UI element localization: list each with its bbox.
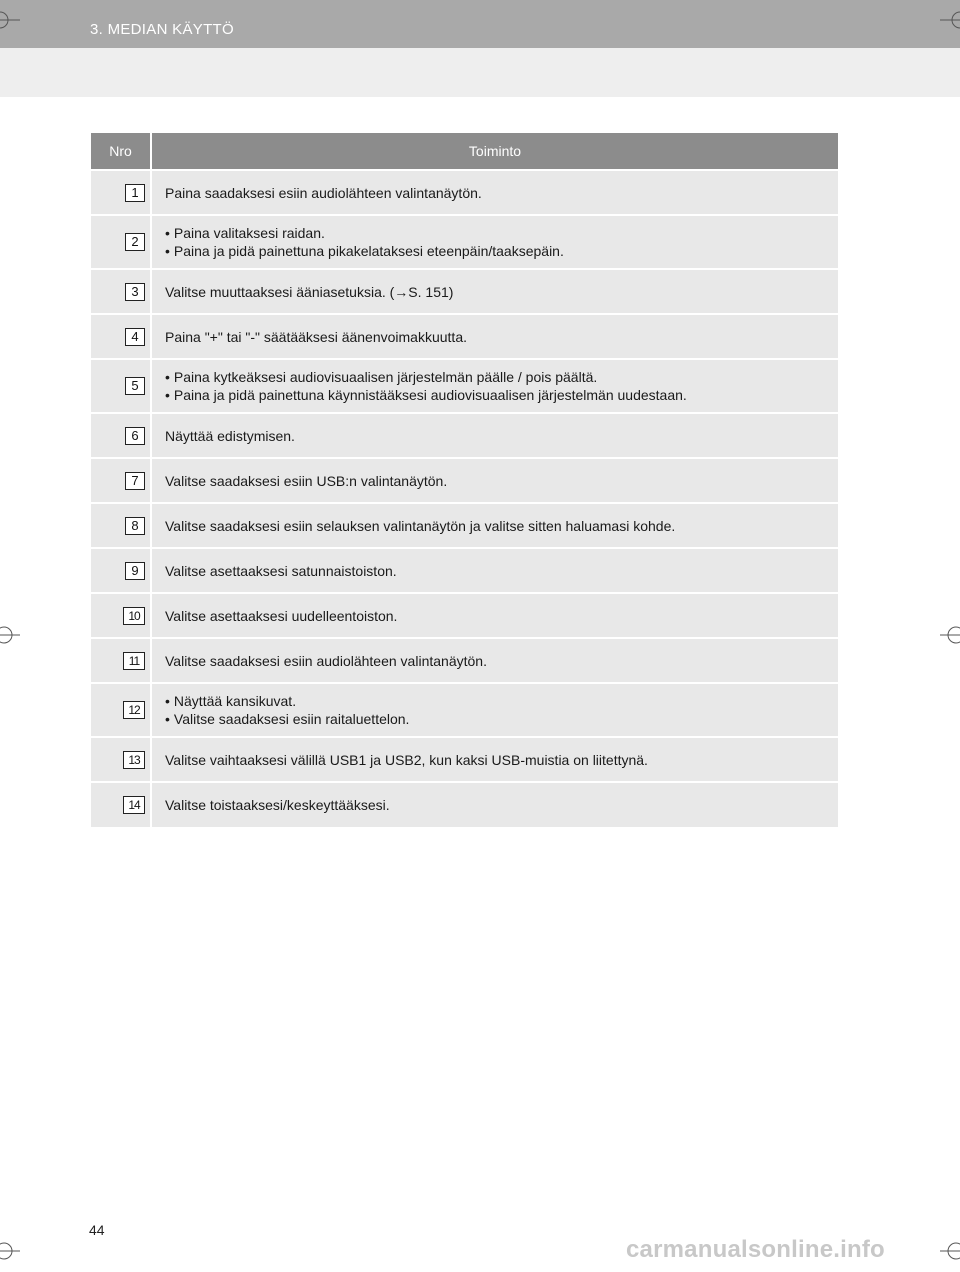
bullet-item: • Paina ja pidä painettuna käynnistääksesi audiovisuaalisen järjestelmän uudestaan. bbox=[165, 386, 838, 404]
row-function-cell bbox=[151, 269, 838, 314]
function-description: Valitse saadaksesi esiin selauksen valintanäytön ja valitse sitten haluamasi kohde. bbox=[165, 517, 676, 534]
table-row bbox=[91, 503, 838, 548]
bullet-item: • Paina ja pidä painettuna pikakelataksesi eteenpäin/taaksepäin. bbox=[165, 242, 838, 260]
function-description: Valitse saadaksesi esiin USB:n valintanäytön. bbox=[165, 472, 448, 489]
table-row bbox=[91, 593, 838, 638]
bullet-list bbox=[165, 692, 838, 728]
bullet-item: • Näyttää kansikuvat. bbox=[165, 692, 838, 710]
row-function-cell bbox=[151, 737, 838, 782]
item-number-badge: 13 bbox=[123, 751, 145, 769]
crop-mark-mid-right bbox=[938, 624, 960, 646]
item-number-badge: 2 bbox=[125, 233, 145, 251]
bullet-item: • Paina valitaksesi raidan. bbox=[165, 224, 838, 242]
bullet-list bbox=[165, 224, 838, 260]
table-row bbox=[91, 170, 838, 215]
item-number-badge: 8 bbox=[125, 517, 145, 535]
item-number-badge: 4 bbox=[125, 328, 145, 346]
row-number-cell bbox=[91, 548, 151, 593]
table-row bbox=[91, 737, 838, 782]
table-row bbox=[91, 458, 838, 503]
row-function-cell bbox=[151, 548, 838, 593]
row-number-cell bbox=[91, 503, 151, 548]
item-number-badge: 10 bbox=[123, 607, 145, 625]
crop-mark-bottom-right bbox=[938, 1240, 960, 1262]
item-number-badge: 11 bbox=[123, 652, 145, 670]
crop-mark-mid-left bbox=[0, 624, 22, 646]
function-description: Paina "+" tai "-" säätääksesi äänenvoimakkuutta. bbox=[165, 328, 467, 345]
row-number-cell bbox=[91, 593, 151, 638]
row-function-cell bbox=[151, 683, 838, 737]
crop-mark-top-right bbox=[938, 9, 960, 31]
row-function-cell bbox=[151, 458, 838, 503]
table-row bbox=[91, 215, 838, 269]
column-header-number: Nro bbox=[91, 133, 151, 170]
row-number-cell bbox=[91, 269, 151, 314]
row-function-cell bbox=[151, 638, 838, 683]
table-row bbox=[91, 269, 838, 314]
section-title: 3. MEDIAN KÄYTTÖ bbox=[90, 21, 234, 38]
page-number: 44 bbox=[89, 1222, 105, 1238]
row-number-cell bbox=[91, 638, 151, 683]
row-function-cell bbox=[151, 359, 838, 413]
row-number-cell bbox=[91, 413, 151, 458]
table-row bbox=[91, 314, 838, 359]
table-body bbox=[91, 170, 838, 827]
function-description: Valitse muuttaaksesi ääniasetuksia. (→S. 151) bbox=[165, 283, 454, 300]
function-description: Valitse toistaaksesi/keskeyttääksesi. bbox=[165, 797, 390, 813]
item-number-badge: 14 bbox=[123, 796, 145, 814]
bullet-item: • Paina kytkeäksesi audiovisuaalisen järjestelmän päälle / pois päältä. bbox=[165, 368, 838, 386]
header-bar bbox=[0, 0, 960, 48]
item-number-badge: 3 bbox=[125, 283, 145, 301]
header-sub-bar bbox=[0, 48, 960, 97]
row-number-cell bbox=[91, 458, 151, 503]
item-number-badge: 1 bbox=[125, 184, 145, 202]
table-header-row bbox=[91, 133, 838, 170]
crop-mark-top-left bbox=[0, 9, 22, 31]
row-number-cell bbox=[91, 215, 151, 269]
column-header-function: Toiminto bbox=[151, 133, 838, 170]
row-number-cell bbox=[91, 737, 151, 782]
row-function-cell bbox=[151, 413, 838, 458]
row-function-cell bbox=[151, 503, 838, 548]
row-function-cell bbox=[151, 782, 838, 827]
bullet-item: • Valitse saadaksesi esiin raitaluettelon. bbox=[165, 710, 838, 728]
row-function-cell bbox=[151, 170, 838, 215]
watermark: carmanualsonline.info bbox=[626, 1236, 885, 1263]
row-number-cell bbox=[91, 683, 151, 737]
item-number-badge: 9 bbox=[125, 562, 145, 580]
item-number-badge: 5 bbox=[125, 377, 145, 395]
row-number-cell bbox=[91, 359, 151, 413]
row-function-cell bbox=[151, 314, 838, 359]
row-number-cell bbox=[91, 782, 151, 827]
row-number-cell bbox=[91, 314, 151, 359]
item-number-badge: 12 bbox=[123, 701, 145, 719]
bullet-list bbox=[165, 368, 838, 404]
row-function-cell bbox=[151, 593, 838, 638]
crop-mark-bottom-left bbox=[0, 1240, 22, 1262]
row-function-cell bbox=[151, 215, 838, 269]
table-row bbox=[91, 782, 838, 827]
table-row bbox=[91, 413, 838, 458]
table-row bbox=[91, 359, 838, 413]
function-description: Valitse asettaaksesi satunnaistoiston. bbox=[165, 562, 397, 579]
row-number-cell bbox=[91, 170, 151, 215]
function-description: Valitse vaihtaaksesi välillä USB1 ja USB2, kun kaksi USB-muistia on liitettynä. bbox=[165, 751, 648, 768]
function-description: Valitse asettaaksesi uudelleentoiston. bbox=[165, 607, 398, 624]
function-description: Valitse saadaksesi esiin audiolähteen valintanäytön. bbox=[165, 652, 487, 669]
function-description: Näyttää edistymisen. bbox=[165, 427, 295, 444]
function-table bbox=[91, 133, 838, 827]
item-number-badge: 6 bbox=[125, 427, 145, 445]
table-row bbox=[91, 638, 838, 683]
table-row bbox=[91, 683, 838, 737]
item-number-badge: 7 bbox=[125, 472, 145, 490]
function-description: Paina saadaksesi esiin audiolähteen valintanäytön. bbox=[165, 184, 482, 201]
table-row bbox=[91, 548, 838, 593]
